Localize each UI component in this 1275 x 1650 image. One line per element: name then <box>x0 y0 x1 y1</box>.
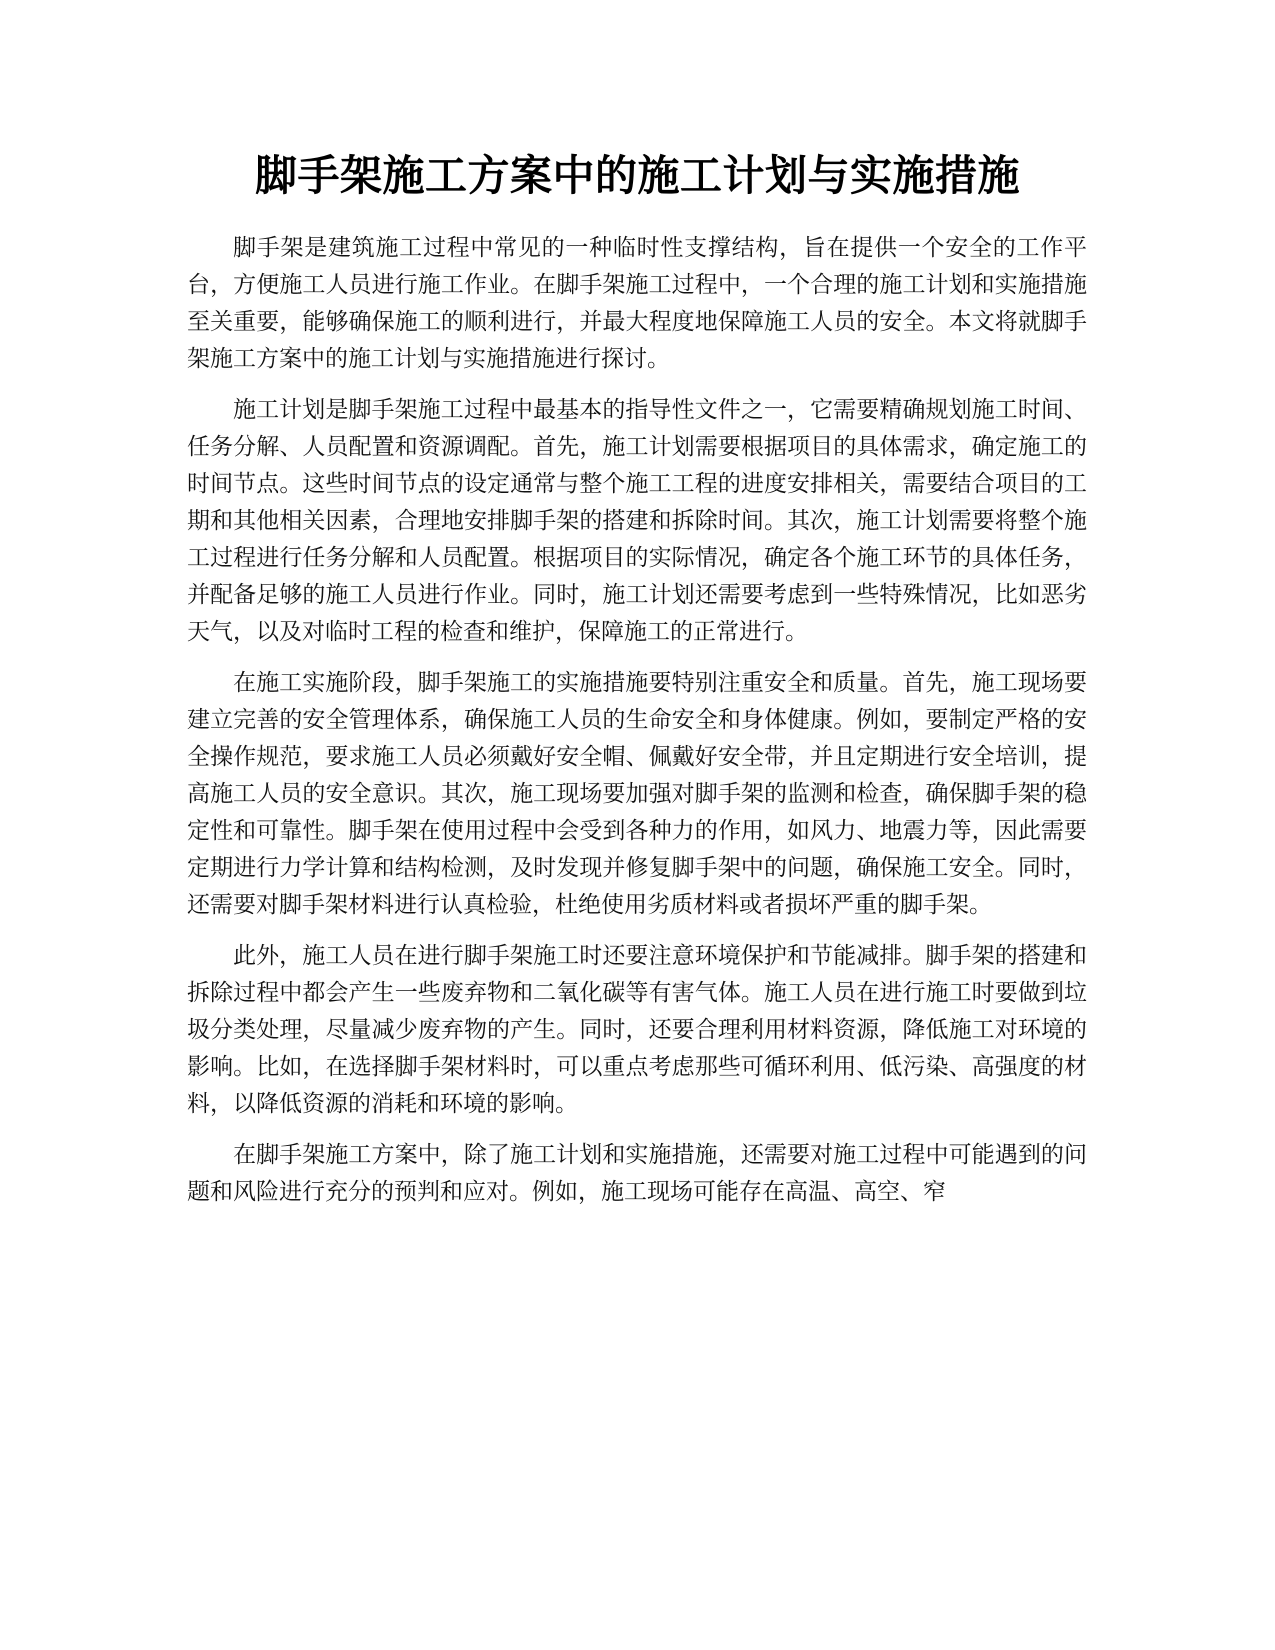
paragraph-environmental-protection: 此外，施工人员在进行脚手架施工时还要注意环境保护和节能减排。脚手架的搭建和拆除过程中都会产生一些废弃物和二氧化碳等有害气体。施工人员在进行施工时要做到垃圾分类处理，尽量减少废弃物的产生。同时，还要合理利用材料资源，降低施工对环境的影响。比如，在选择脚手架材料时，可以重点考虑那些可循环利用、低污染、高强度的材料，以降低资源的消耗和环境的影响。 <box>187 943 1087 1117</box>
document-title: 脚手架施工方案中的施工计划与实施措施 <box>254 151 1020 200</box>
paragraph-construction-plan: 施工计划是脚手架施工过程中最基本的指导性文件之一，它需要精确规划施工时间、任务分解、人员配置和资源调配。首先，施工计划需要根据项目的具体需求，确定施工的时间节点。这些时间节点的设定通常与整个施工工程的进度安排相关，需要结合项目的工期和其他相关因素，合理地安排脚手架的搭建和拆除时间。其次，施工计划需要将整个施工过程进行任务分解和人员配置。根据项目的实际情况，确定各个施工环节的具体任务，并配备足够的施工人员进行作业。同时，施工计划还需要考虑到一些特殊情况，比如恶劣天气，以及对临时工程的检查和维护，保障施工的正常进行。 <box>187 397 1087 645</box>
paragraph-risk-handling: 在脚手架施工方案中，除了施工计划和实施措施，还需要对施工过程中可能遇到的问题和风险进行充分的预判和应对。例如，施工现场可能存在高温、高空、窄 <box>187 1142 1087 1205</box>
document-body <box>187 230 1087 1225</box>
paragraph-implementation-measures: 在施工实施阶段，脚手架施工的实施措施要特别注重安全和质量。首先，施工现场要建立完善的安全管理体系，确保施工人员的生命安全和身体健康。例如，要制定严格的安全操作规范，要求施工人员必须戴好安全帽、佩戴好安全带，并且定期进行安全培训，提高施工人员的安全意识。其次，施工现场要加强对脚手架的监测和检查，确保脚手架的稳定性和可靠性。脚手架在使用过程中会受到各种力的作用，如风力、地震力等，因此需要定期进行力学计算和结构检测，及时发现并修复脚手架中的问题，确保施工安全。同时，还需要对脚手架材料进行认真检验，杜绝使用劣质材料或者损坏严重的脚手架。 <box>187 670 1087 918</box>
paragraph-intro: 脚手架是建筑施工过程中常见的一种临时性支撑结构，旨在提供一个安全的工作平台，方便施工人员进行施工作业。在脚手架施工过程中，一个合理的施工计划和实施措施至关重要，能够确保施工的顺利进行，并最大程度地保障施工人员的安全。本文将就脚手架施工方案中的施工计划与实施措施进行探讨。 <box>187 235 1087 372</box>
